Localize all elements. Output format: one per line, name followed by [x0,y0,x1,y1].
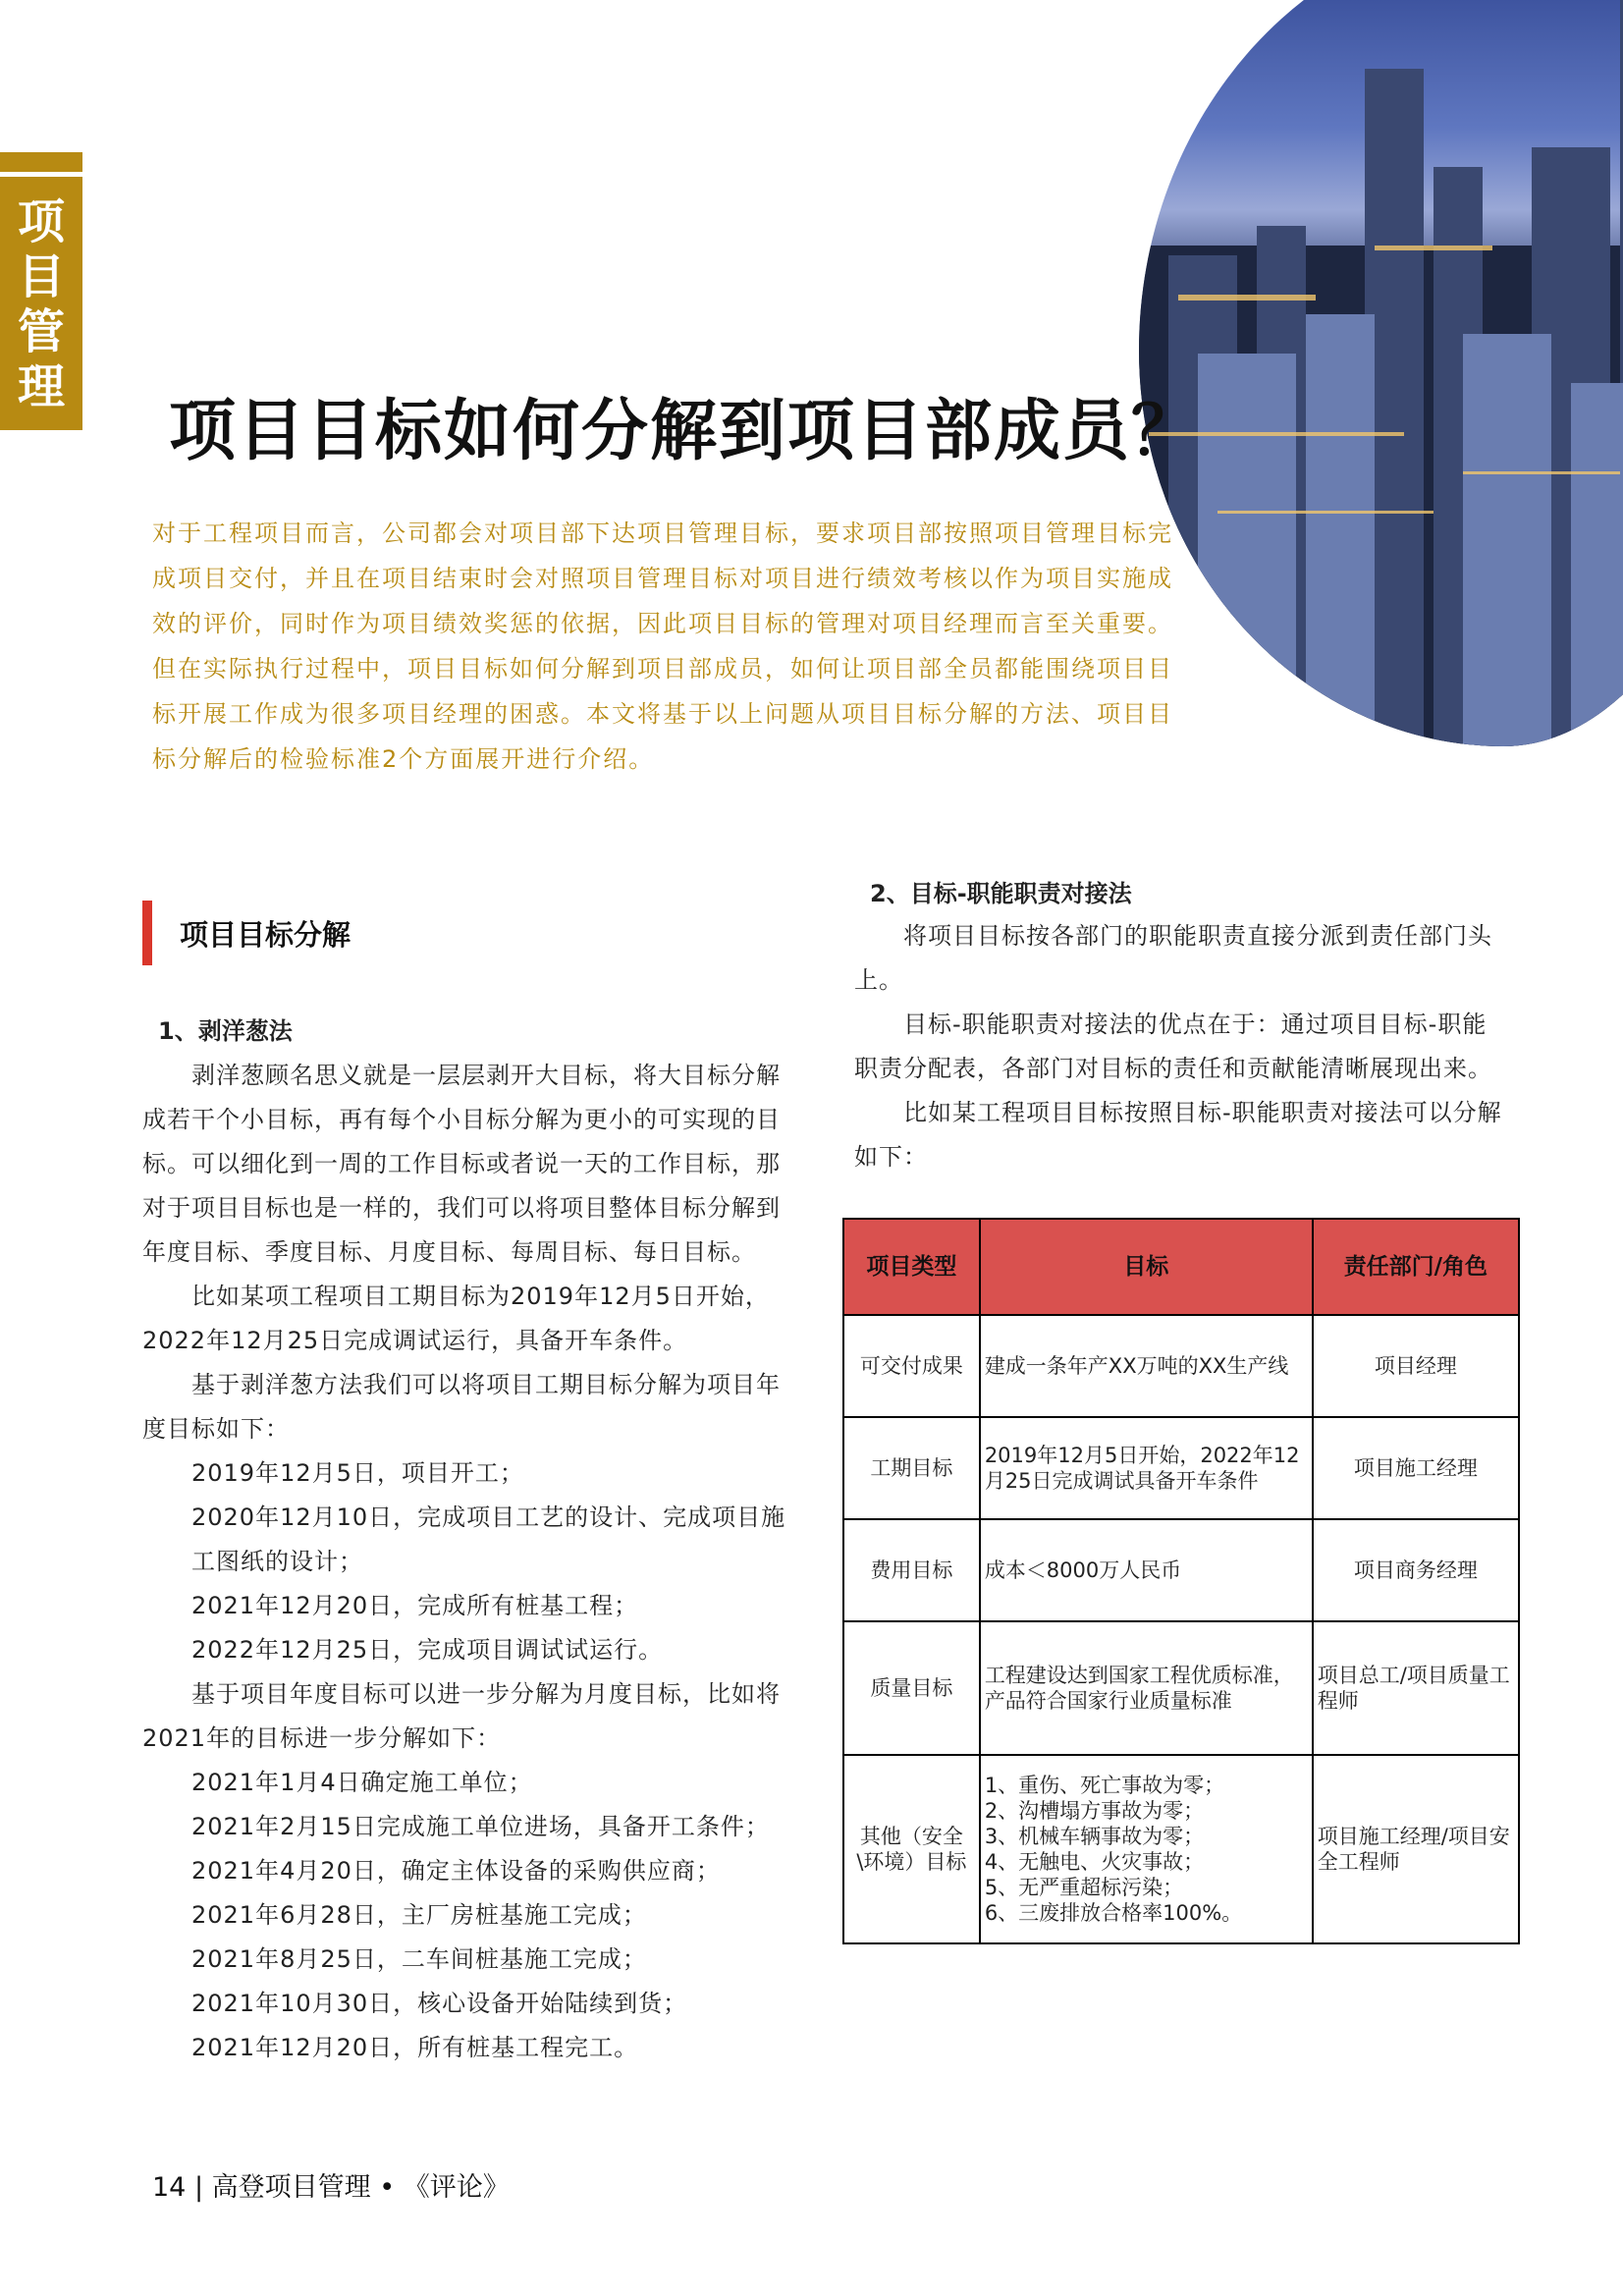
table-row [843,1315,1519,1417]
monthly-goal-item: 2021年6月28日，主厂房桩基施工完成； [191,1901,647,1929]
page-footer: 14 | 高登项目管理 • 《评论》 [152,2172,510,2203]
table-cell-goal-list [980,1755,1313,1943]
side-tab-char: 目 [17,249,65,304]
right-column [854,879,1502,1179]
annual-goal-item: 2020年12月10日，完成项目工艺的设计、完成项目施工图纸的设计； [191,1503,786,1575]
table-header-row [843,1219,1519,1315]
monthly-goal-item: 2021年10月30日，核心设备开始陆续到货； [191,1990,688,2017]
side-tab [0,177,82,430]
monthly-goal-item: 2021年2月15日完成施工单位进场，具备开工条件； [191,1813,770,1840]
table-row [843,1417,1519,1519]
table-cell-goal: 建成一条年产XX万吨的XX生产线 [980,1315,1313,1417]
table-cell-owner: 项目经理 [1313,1315,1519,1417]
paragraph: 剥洋葱顾名思义就是一层层剥开大目标，将大目标分解成若干个小目标，再有每个小目标分解为更小的可实现的目标。可以细化到一周的工作目标或者说一天的工作目标，那对于项目目标也是一样的，我们可以将项目整体目标分解到年度目标、季度目标、月度目标、每周目标、每日目标。 [142,1062,781,1266]
goal-list-item: 5、无严重超标污染； [984,1876,1184,1899]
table-cell-owner: 项目总工/项目质量工程师 [1313,1621,1519,1755]
table-cell-goal: 工程建设达到国家工程优质标准，产品符合国家行业质量标准 [980,1621,1313,1755]
table-header-cell: 责任部门/角色 [1313,1219,1519,1315]
article-intro: 对于工程项目而言，公司都会对项目部下达项目管理目标，要求项目部按照项目管理目标完成项目交付，并且在项目结束时会对照项目管理目标对项目进行绩效考核以作为项目实施成效的评价，同时作为项目绩效奖惩的依据，因此项目目标的管理对项目经理而言至关重要。但在实际执行过程中，项目目标如何分解到项目部成员，如何让项目部全员都能围绕项目目标开展工作成为很多项目经理的困惑。本文将基于以上问题从项目目标分解的方法、项目目标分解后的检验标准2个方面展开进行介绍。 [152,519,1173,773]
goal-list-item: 4、无触电、火灾事故； [984,1850,1205,1874]
goal-responsibility-table [842,1218,1520,1944]
annual-goal-item: 2021年12月20日，完成所有桩基工程； [191,1592,639,1619]
table-row [843,1621,1519,1755]
paragraph: 将项目目标按各部门的职能职责直接分派到责任部门头上。 [854,922,1492,994]
article-title: 项目目标如何分解到项目部成员？ [169,393,1201,470]
table-cell-owner: 项目施工经理 [1313,1417,1519,1519]
monthly-goal-item: 2021年4月20日，确定主体设备的采购供应商； [191,1857,721,1885]
table-cell-goal: 成本＜8000万人民币 [980,1519,1313,1621]
section-accent-bar [142,901,152,965]
table-row [843,1755,1519,1943]
table-cell-type: 费用目标 [843,1519,980,1621]
paragraph: 比如某项工程项目工期目标为2019年12月5日开始，2022年12月25日完成调试运行，具备开车条件。 [142,1283,770,1354]
side-tab-char: 理 [17,359,65,414]
annual-goal-item: 2019年12月5日，项目开工； [191,1459,524,1487]
table-cell-type: 工期目标 [843,1417,980,1519]
monthly-goal-item: 2021年12月20日，所有桩基工程完工。 [191,2034,639,2061]
left-column [142,899,790,2070]
paragraph: 基于剥洋葱方法我们可以将项目工期目标分解为项目年度目标如下： [142,1371,781,1443]
section-header [142,899,790,967]
table-cell-goal: 2019年12月5日开始，2022年12月25日完成调试具备开车条件 [980,1417,1313,1519]
section-title: 项目目标分解 [180,917,352,952]
method-2-title: 2、目标-职能职责对接法 [870,880,1132,907]
goal-list-item: 1、重伤、死亡事故为零； [984,1774,1225,1797]
paragraph: 基于项目年度目标可以进一步分解为月度目标，比如将2021年的目标进一步分解如下： [142,1680,781,1752]
method-1-title: 1、剥洋葱法 [158,1017,293,1045]
goal-list-item: 3、机械车辆事故为零； [984,1825,1205,1848]
table-header-cell: 目标 [980,1219,1313,1315]
table-cell-owner: 项目商务经理 [1313,1519,1519,1621]
goal-list-item: 6、三废排放合格率100%。 [984,1901,1243,1925]
table-header-cell: 项目类型 [843,1219,980,1315]
city-skyline-image [1139,0,1623,746]
annual-goal-item: 2022年12月25日，完成项目调试试运行。 [191,1636,664,1664]
table-cell-owner: 项目施工经理/项目安全工程师 [1313,1755,1519,1943]
table-row [843,1519,1519,1621]
table-cell-type: 可交付成果 [843,1315,980,1417]
monthly-goal-item: 2021年1月4日确定施工单位； [191,1769,533,1796]
side-tab-accent-bar [0,152,82,172]
table-cell-type: 质量目标 [843,1621,980,1755]
monthly-goal-item: 2021年8月25日，二车间桩基施工完成； [191,1945,647,1973]
table-cell-type: 其他（安全\环境）目标 [843,1755,980,1943]
goal-list-item: 2、沟槽塌方事故为零； [984,1799,1205,1823]
paragraph: 比如某工程项目目标按照目标-职能职责对接法可以分解如下： [854,1099,1502,1171]
side-tab-char: 管 [17,304,65,359]
side-tab-char: 项 [17,194,65,249]
paragraph: 目标-职能职责对接法的优点在于：通过项目目标-职能职责分配表，各部门对目标的责任和贡献能清晰展现出来。 [854,1011,1492,1082]
